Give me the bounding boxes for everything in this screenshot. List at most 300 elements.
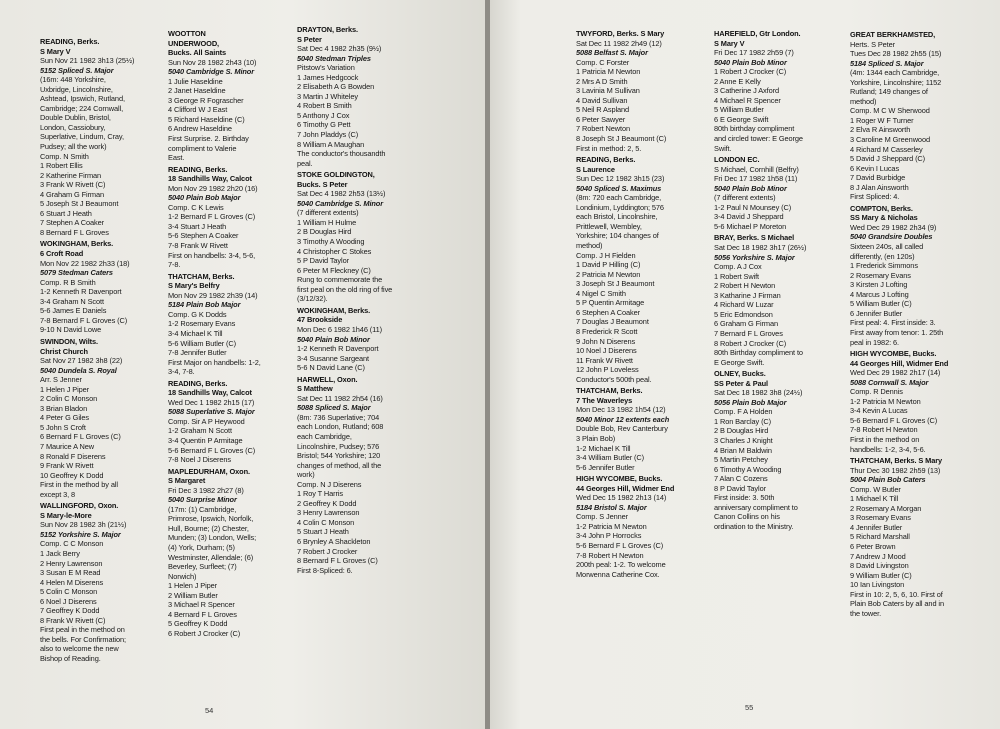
entry-line: first peal on the old ring of five	[297, 284, 393, 294]
method-title: 5152 Yorkshire S. Major	[40, 529, 121, 539]
entry-line: Ashtead, Ipswich, Rutland,	[40, 94, 125, 104]
entry-line: 2 Anne E Kelly	[714, 76, 761, 86]
entry-line: 8 William A Maughan	[297, 139, 365, 149]
entry-line: compliment to Valerie	[168, 143, 237, 153]
entry-line: First Major on handbells: 1-2,	[168, 357, 261, 367]
entry-line: 1-2 Rosemary Evans	[168, 319, 236, 329]
method-title: 5152 Spliced S. Major	[40, 65, 114, 75]
entry-line: First in the method on	[850, 434, 920, 444]
entry-line: Wed Dec 1 1982 2h15 (17)	[168, 397, 255, 407]
entry-heading: THATCHAM, Berks.	[168, 271, 235, 281]
entry-line: 3 Brian Bladon	[40, 403, 88, 413]
entry-line: 200th peal: 1-2. To welcome	[576, 560, 666, 570]
peal-entry	[168, 165, 298, 270]
entry-line: (4) York, Durham; (5)	[168, 542, 235, 552]
entry-line: Wed Dec 29 1982 2h34 (9)	[850, 222, 937, 232]
entry-line: Comp. C Forster	[576, 57, 630, 67]
entry-line: 4 Robert B Smith	[297, 101, 352, 111]
method-title: 5184 Bristol S. Major	[576, 502, 647, 512]
entry-line: 1 Roger W F Turner	[850, 115, 914, 125]
entry-line: 44 Georges Hill, Widmer End	[850, 358, 949, 368]
entry-heading: DRAYTON, Berks.	[297, 25, 358, 34]
entry-line: First in 10: 2, 5, 6, 10. First of	[850, 589, 943, 599]
entry-line: 3-4 Stuart J Heath	[168, 221, 227, 231]
entry-line: method)	[576, 241, 603, 251]
entry-line: 6 Timothy A Wooding	[714, 464, 782, 474]
entry-line: Westminster, Allendale; (6)	[168, 552, 254, 562]
entry-line: 1-2 Patricia M Newton	[576, 521, 647, 531]
entry-line: Superlative, Lindum, Cray,	[40, 132, 124, 142]
entry-heading: COMPTON, Berks.	[850, 203, 913, 213]
entry-line: Sat Dec 11 1982 2h49 (12)	[576, 38, 662, 48]
entry-heading: READING, Berks.	[168, 378, 228, 388]
entry-line: each London, Rutland; 608	[297, 422, 384, 432]
entry-line: 7 Bernard F L Groves	[714, 328, 783, 338]
entry-line: Rutland; 149 changes of	[850, 87, 928, 97]
entry-line: Comp. C K Lewis	[168, 202, 224, 212]
entry-line: 7-8 Jennifer Butler	[168, 348, 227, 358]
entry-line: (7 different extents)	[714, 193, 776, 203]
entry-line: 5-6 Bernard F L Groves (C)	[168, 445, 256, 455]
entry-line: Sun Nov 28 1982 2h43 (10)	[168, 57, 257, 67]
entry-line: Sat Dec 18 1982 3h8 (24½)	[714, 388, 803, 398]
entry-line: 4 Graham G Firman	[40, 189, 105, 199]
entry-line: the tower.	[850, 608, 882, 618]
entry-line: 2 Rosemary A Morgan	[850, 503, 922, 513]
peal-entry	[297, 306, 427, 373]
entry-line: 5-6 Michael P Moreton	[714, 221, 787, 231]
entry-line: Fri Dec 3 1982 2h27 (8)	[168, 485, 244, 495]
entry-line: 4 Helen M Diserens	[40, 577, 104, 587]
entry-line: 4 Nigel C Smith	[576, 288, 626, 298]
peal-entry	[168, 272, 298, 377]
entry-line: 6 Brynley A Shackleton	[297, 536, 371, 546]
entry-heading: GREAT BERKHAMSTED,	[850, 30, 936, 39]
entry-line: 3-4 Susanne Sargeant	[297, 353, 369, 363]
entry-line: 8 Bernard F L Groves (C)	[297, 556, 378, 566]
entry-line: peal in 1982: 6.	[850, 337, 899, 347]
method-title: 5040 Dundela S. Royal	[40, 365, 117, 375]
method-title: 5040 Plain Bob Major	[168, 193, 241, 203]
entry-heading: SWINDON, Wilts.	[40, 336, 98, 346]
entry-line: 8 P David Taylor	[714, 483, 766, 493]
right-column-1	[576, 29, 706, 581]
entry-line: First on handbells: 3-4, 5-6,	[168, 250, 256, 260]
entry-line: 9-10 N David Lowe	[40, 325, 102, 335]
entry-line: Christ Church	[40, 346, 88, 356]
entry-line: Conductor's 500th peal.	[576, 374, 652, 384]
entry-line: Rung to commemorate the	[297, 275, 383, 285]
entry-line: The conductor's thousandth	[297, 149, 386, 159]
entry-line: 7 Geoffrey K Dodd	[40, 606, 100, 616]
entry-line: 1 Robert Swift	[714, 271, 760, 281]
entry-line: Bucks. All Saints	[168, 48, 226, 58]
entry-line: 80th Birthday compliment to	[714, 348, 803, 358]
entry-line: Comp. J H Fielden	[576, 250, 636, 260]
entry-line: Comp. G K Dodds	[168, 309, 227, 319]
entry-line: Comp. Sir A P Heywood	[168, 416, 245, 426]
entry-line: 4 Peter G Giles	[40, 413, 90, 423]
entry-heading: READING, Berks.	[40, 37, 100, 46]
entry-line: Sat Nov 27 1982 3h8 (22)	[40, 356, 123, 366]
entry-line: S Mary's Belfry	[168, 281, 220, 291]
entry-line: 7 David Burbidge	[850, 173, 906, 183]
entry-heading: STOKE GOLDINGTON,	[297, 170, 375, 180]
entry-line: Mon Nov 29 1982 2h39 (14)	[168, 290, 258, 300]
entry-line: Canon Collins on his	[714, 512, 780, 522]
entry-line: Comp. M C W Sherwood	[850, 106, 930, 116]
entry-line: 10 Noel J Diserens	[576, 346, 637, 356]
entry-heading: OLNEY, Bucks.	[714, 369, 766, 379]
entry-heading: READING, Berks.	[576, 155, 636, 165]
entry-line: 3 Joseph St J Beaumont	[576, 279, 655, 289]
entry-line: Comp. S Jenner	[576, 512, 629, 522]
entry-line: Comp. C C Monson	[40, 539, 104, 549]
entry-line: Comp. W Butler	[850, 484, 901, 494]
peal-entry	[576, 386, 706, 472]
entry-line: S Laurence	[576, 164, 615, 174]
entry-line: Lincolnshire, Pudsey; 576	[297, 441, 380, 451]
entry-line: 4 David Sullivan	[576, 95, 628, 105]
method-title: 5040 Plain Bob Minor	[297, 334, 370, 344]
entry-line: 5 Martin Petchey	[714, 455, 768, 465]
entry-line: 8 Joseph St J Beaumont (C)	[576, 134, 667, 144]
entry-line: 2 Elisabeth A G Bowden	[297, 82, 375, 92]
entry-line: 5 Stuart J Heath	[297, 527, 349, 537]
page-number-right: 55	[745, 703, 754, 712]
entry-line: 9 Frank W Rivett	[40, 461, 94, 471]
entry-line: 3 Lavinia M Sullivan	[576, 86, 640, 96]
entry-line: 6 Croft Road	[40, 249, 84, 259]
entry-line: 2 Colin C Monson	[40, 394, 98, 404]
entry-line: East.	[168, 153, 185, 163]
entry-line: 4 Michael R Spencer	[714, 95, 781, 105]
entry-line: 6 Robert J Crocker (C)	[168, 628, 241, 638]
left-page	[0, 0, 485, 729]
entry-line: Sat Dec 11 1982 2h54 (16)	[297, 393, 383, 403]
entry-line: Double Bob, Rev Canterbury	[576, 424, 668, 434]
entry-heading: HIGH WYCOMBE, Bucks.	[850, 349, 937, 359]
entry-line: ordination to the Ministry.	[714, 521, 794, 531]
peal-entry	[850, 204, 980, 347]
entry-line: S Mary V	[714, 38, 745, 48]
entry-line: 6 Graham G Firman	[714, 319, 779, 329]
entry-line: 8 Robert J Crocker (C)	[714, 338, 787, 348]
entry-line: 1-2 Bernard F L Groves (C)	[168, 212, 256, 222]
method-title: 5004 Plain Bob Caters	[850, 475, 926, 485]
entry-line: 5-6 Jennifer Butler	[576, 462, 635, 472]
entry-line: 7 Robert J Crocker	[297, 546, 358, 556]
peal-entry	[850, 30, 980, 202]
entry-line: 2 Rosemary Evans	[850, 270, 911, 280]
peal-entry	[168, 467, 298, 639]
entry-line: 2 Janet Haseldine	[168, 86, 226, 96]
entry-line: 6 Noel J Diserens	[40, 596, 97, 606]
entry-line: 3 Rosemary Evans	[850, 513, 911, 523]
entry-line: First 8-Spliced: 6.	[297, 565, 353, 575]
method-title: 5056 Plain Bob Major	[714, 397, 787, 407]
entry-line: 3-4, 7-8.	[168, 367, 195, 377]
peal-entry	[168, 29, 298, 163]
entry-line: 4 Brian M Baldwin	[714, 445, 772, 455]
entry-line: 6 Stephen A Coaker	[576, 307, 640, 317]
entry-line: First peal in the method on	[40, 625, 125, 635]
peal-entry	[850, 349, 980, 454]
entry-line: London, Cassiobury,	[40, 122, 106, 132]
entry-line: 5 Colin C Monson	[40, 587, 98, 597]
entry-line: (16m: 448 Yorkshire,	[40, 75, 106, 85]
entry-line: 3-4 William Butler (C)	[576, 453, 645, 463]
entry-line: peal.	[297, 158, 313, 168]
entry-line: 1 Patricia M Newton	[576, 67, 641, 77]
peal-entry	[576, 29, 706, 153]
entry-line: Comp. R B Smith	[40, 277, 96, 287]
entry-line: 5 William Butler	[714, 105, 764, 115]
entry-line: 3 Henry Lawrenson	[297, 508, 360, 518]
entry-line: 1 Frederick Simmons	[850, 261, 918, 271]
entry-line: 1 Jack Berry	[40, 548, 80, 558]
entry-line: 5-6 William Butler (C)	[168, 338, 237, 348]
entry-line: 3-4 Graham N Scott	[40, 296, 104, 306]
entry-line: 2 Patricia M Newton	[576, 269, 641, 279]
entry-line: Pitstow's Variation	[297, 63, 355, 73]
entry-line: method)	[850, 96, 877, 106]
entry-line: 6 Peter M Fleckney (C)	[297, 265, 371, 275]
entry-line: 1 Roy T Harris	[297, 489, 343, 499]
entry-line: 44 Georges Hill, Widmer End	[576, 483, 675, 493]
method-title: 5088 Belfast S. Major	[576, 48, 648, 58]
entry-line: 5 David J Sheppard (C)	[850, 154, 926, 164]
entry-line: 11 Frank W Rivett	[576, 355, 633, 365]
entry-line: Yorkshire, Lincolnshire; 1152	[850, 77, 942, 87]
entry-line: 5-6 Bernard F L Groves (C)	[850, 415, 938, 425]
entry-line: Comp. A J Cox	[714, 262, 762, 272]
entry-line: Fri Dec 17 1982 1h58 (11)	[714, 174, 798, 184]
entry-line: 5 Richard Haseldine (C)	[168, 114, 245, 124]
entry-line: 7-8 Bernard F L Groves (C)	[40, 315, 128, 325]
entry-line: 1 Helen J Piper	[40, 384, 90, 394]
entry-heading: HARWELL, Oxon.	[297, 374, 358, 384]
entry-line: Londinium, Lyddington; 576	[576, 202, 664, 212]
entry-line: 8 David Livingston	[850, 561, 909, 571]
right-page	[490, 0, 1000, 729]
entry-line: 47 Brookside	[297, 315, 343, 325]
entry-line: 7 Andrew J Mood	[850, 551, 906, 561]
entry-line: Mon Nov 22 1982 2h33 (18)	[40, 258, 130, 268]
peal-entry	[297, 25, 427, 168]
entry-line: 3 Frank W Rivett (C)	[40, 180, 106, 190]
entry-line: 8 Ronald F Diserens	[40, 451, 106, 461]
method-title: 5184 Plain Bob Major	[168, 300, 241, 310]
entry-line: 7 Stephen A Coaker	[40, 218, 104, 228]
entry-line: 1-2 Paul N Mounsey (C)	[714, 202, 792, 212]
entry-line: 4 Colin C Monson	[297, 517, 355, 527]
entry-line: 5 William Butler (C)	[850, 299, 912, 309]
entry-line: Sat Dec 18 1982 3h17 (26½)	[714, 243, 807, 253]
entry-line: Plain Bob Caters by all and in	[850, 599, 944, 609]
entry-line: Sat Dec 4 1982 2h35 (9½)	[297, 44, 382, 54]
entry-line: 7-8 Robert H Newton	[850, 425, 918, 435]
entry-line: 3-4 Kevin A Lucas	[850, 406, 908, 416]
entry-line: handbells: 1-2, 3-4, 5-6.	[850, 444, 926, 454]
entry-line: Tues Dec 28 1982 2h55 (15)	[850, 49, 942, 59]
entry-line: work)	[297, 470, 315, 480]
entry-line: 7 Alan C Cozens	[714, 474, 768, 484]
entry-line: S Michael, Cornhill (Belfry)	[714, 164, 799, 174]
entry-line: 1 Robert Ellis	[40, 161, 83, 171]
entry-line: 7-8.	[168, 260, 181, 270]
entry-line: anniversary compliment to	[714, 502, 798, 512]
entry-line: 3 Michael R Spencer	[168, 600, 235, 610]
entry-line: 1-2 Michael K Till	[576, 443, 631, 453]
entry-line: Wed Dec 15 1982 2h13 (14)	[576, 493, 667, 503]
entry-line: Morwenna Catherine Cox.	[576, 569, 660, 579]
entry-line: 3-4 David J Sheppard	[714, 212, 784, 222]
entry-line: S Peter	[297, 34, 322, 44]
entry-line: 4 Marcus J Lofting	[850, 289, 909, 299]
peal-entry	[40, 337, 170, 499]
entry-line: Primrose, Ipswich, Norfolk,	[168, 514, 254, 524]
entry-line: First inside: 3. 50th	[714, 493, 775, 503]
entry-heading: WOKINGHAM, Berks.	[297, 305, 371, 315]
entry-heading: THATCHAM, Berks.	[576, 386, 643, 396]
entry-heading: WOKINGHAM, Berks.	[40, 239, 114, 249]
entry-line: S Mary V	[40, 46, 71, 56]
entry-line: 3 Susan E M Read	[40, 568, 101, 578]
entry-line: Sun Nov 21 1982 3h13 (25½)	[40, 56, 135, 66]
method-title: 5088 Spliced S. Major	[297, 403, 371, 413]
peal-entry	[40, 239, 170, 334]
entry-line: 9 John N Diserens	[576, 336, 636, 346]
entry-line: Sixteen 240s, all called	[850, 242, 924, 252]
entry-line: 2 B Douglas Hird	[714, 426, 769, 436]
entry-line: S Matthew	[297, 384, 333, 394]
entry-line: 1-2 Kenneth R Davenport	[40, 287, 122, 297]
entry-line: 4 Jennifer Butler	[850, 522, 903, 532]
entry-line: Norwich)	[168, 571, 197, 581]
entry-heading: TWYFORD, Berks. S Mary	[576, 29, 665, 38]
entry-line: 7 The Waverleys	[576, 395, 633, 405]
entry-line: Arr. S Jenner	[40, 375, 82, 385]
entry-line: 7 Douglas J Beaumont	[576, 317, 649, 327]
entry-line: 3 George R Fograscher	[168, 95, 244, 105]
entry-line: Yorkshire; 104 changes of	[576, 231, 659, 241]
method-title: 5184 Spliced S. Major	[850, 58, 924, 68]
entry-heading: WOOTTON	[168, 29, 206, 38]
entry-line: 6 Kevin I Lucas	[850, 163, 900, 173]
entry-line: 80th birthday compliment	[714, 124, 795, 134]
page-number-left: 54	[205, 706, 214, 715]
entry-heading: READING, Berks.	[168, 164, 228, 174]
entry-line: First in method: 2, 5.	[576, 143, 642, 153]
entry-heading: WALLINGFORD, Oxon.	[40, 501, 119, 511]
entry-line: 4 Richard M Casserley	[850, 144, 923, 154]
entry-line: 5-6 N David Lane (C)	[297, 363, 365, 373]
entry-line: 3-4 John P Horrocks	[576, 531, 642, 541]
entry-line: 2 Henry Lawrenson	[40, 558, 103, 568]
entry-line: 1 Helen J Piper	[168, 581, 218, 591]
entry-line: each Bristol, Lincolnshire,	[576, 212, 658, 222]
peal-entry	[714, 155, 844, 231]
entry-line: Bucks. S Peter	[297, 179, 348, 189]
method-title: 5040 Cambridge S. Minor	[168, 67, 255, 77]
entry-line: S Margaret	[168, 476, 206, 486]
entry-line: 5-6 Bernard F L Groves (C)	[576, 540, 664, 550]
peal-entry	[714, 29, 844, 153]
left-column-3	[297, 25, 427, 577]
entry-line: Double Dublin, Bristol,	[40, 113, 111, 123]
entry-heading: HIGH WYCOMBE, Bucks.	[576, 474, 663, 484]
entry-line: Herts. S Peter	[850, 39, 896, 49]
entry-line: UNDERWOOD,	[168, 38, 220, 48]
entry-line: 4 Bernard F L Groves	[168, 609, 237, 619]
entry-heading: THATCHAM, Berks. S Mary	[850, 456, 943, 466]
entry-line: 6 Peter Sawyer	[576, 114, 626, 124]
entry-line: Mon Dec 6 1982 1h46 (11)	[297, 324, 382, 334]
peal-entry	[168, 379, 298, 465]
entry-line: 3 Catherine J Axford	[714, 86, 779, 96]
entry-line: Thur Dec 30 1982 2h59 (13)	[850, 465, 941, 475]
entry-line: each Cambridge,	[297, 431, 352, 441]
entry-line: Hull, Bourne; (2) Chester,	[168, 523, 249, 533]
entry-line: Prittlewell, Wembley,	[576, 221, 642, 231]
entry-line: Munden; (3) London, Wells;	[168, 533, 257, 543]
entry-line: 2 Robert H Newton	[714, 281, 776, 291]
method-title: 5088 Superlative S. Major	[168, 407, 255, 417]
entry-line: (8m: 736 Superlative; 704	[297, 412, 380, 422]
entry-line: SS Mary & Nicholas	[850, 213, 918, 223]
entry-line: 5 Geoffrey K Dodd	[168, 619, 228, 629]
peal-entry	[297, 170, 427, 304]
entry-line: also to welcome the new	[40, 644, 119, 654]
method-title: 5040 Cambridge S. Minor	[297, 198, 384, 208]
entry-line: 1 James Hedgcock	[297, 72, 359, 82]
entry-line: 7-8 Robert H Newton	[576, 550, 644, 560]
entry-line: 1 Robert J Crocker (C)	[714, 67, 787, 77]
entry-line: Sat Dec 4 1982 2h53 (13½)	[297, 189, 386, 199]
entry-line: (7 different extents)	[297, 208, 359, 218]
entry-line: 3 Timothy A Wooding	[297, 237, 365, 247]
entry-heading: BRAY, Berks. S Michael	[714, 233, 795, 243]
entry-line: 7 Maurice A New	[40, 441, 94, 451]
entry-line: 5 Joseph St J Beaumont	[40, 199, 119, 209]
method-title: 5040 Stedman Triples	[297, 53, 371, 63]
entry-line: 7-8 Noel J Diserens	[168, 455, 231, 465]
entry-line: Sun Dec 12 1982 3h15 (23)	[576, 174, 665, 184]
entry-line: 3 Caroline M Greenwood	[850, 135, 930, 145]
entry-line: Comp. F A Holden	[714, 407, 773, 417]
entry-line: 3 Charles J Knight	[714, 435, 773, 445]
entry-line: 8 Bernard F L Groves	[40, 227, 109, 237]
entry-line: 6 Jennifer Butler	[850, 308, 903, 318]
peal-entry	[297, 375, 427, 575]
entry-line: 8 Frederick R Scott	[576, 326, 638, 336]
entry-line: 6 Timothy G Pett	[297, 120, 351, 130]
entry-line: 3 Plain Bob)	[576, 433, 616, 443]
entry-line: 3-4 Quentin P Armitage	[168, 435, 243, 445]
peal-entry	[40, 501, 170, 663]
entry-line: 3 Katharine J Firman	[714, 290, 781, 300]
entry-line: 4 Richard W Luzar	[714, 300, 774, 310]
entry-line: Comp. N J Diserens	[297, 479, 362, 489]
entry-line: 9 William Butler (C)	[850, 570, 912, 580]
entry-line: 5-6 Stephen A Coaker	[168, 231, 239, 241]
entry-line: 2 Elva R Ainsworth	[850, 125, 911, 135]
entry-line: Sun Nov 28 1982 3h (21½)	[40, 520, 127, 530]
entry-line: (4m: 1344 each Cambridge,	[850, 68, 940, 78]
entry-line: 1 David P Hilling (C)	[576, 260, 641, 270]
entry-line: 5 Neil R Aspland	[576, 105, 630, 115]
